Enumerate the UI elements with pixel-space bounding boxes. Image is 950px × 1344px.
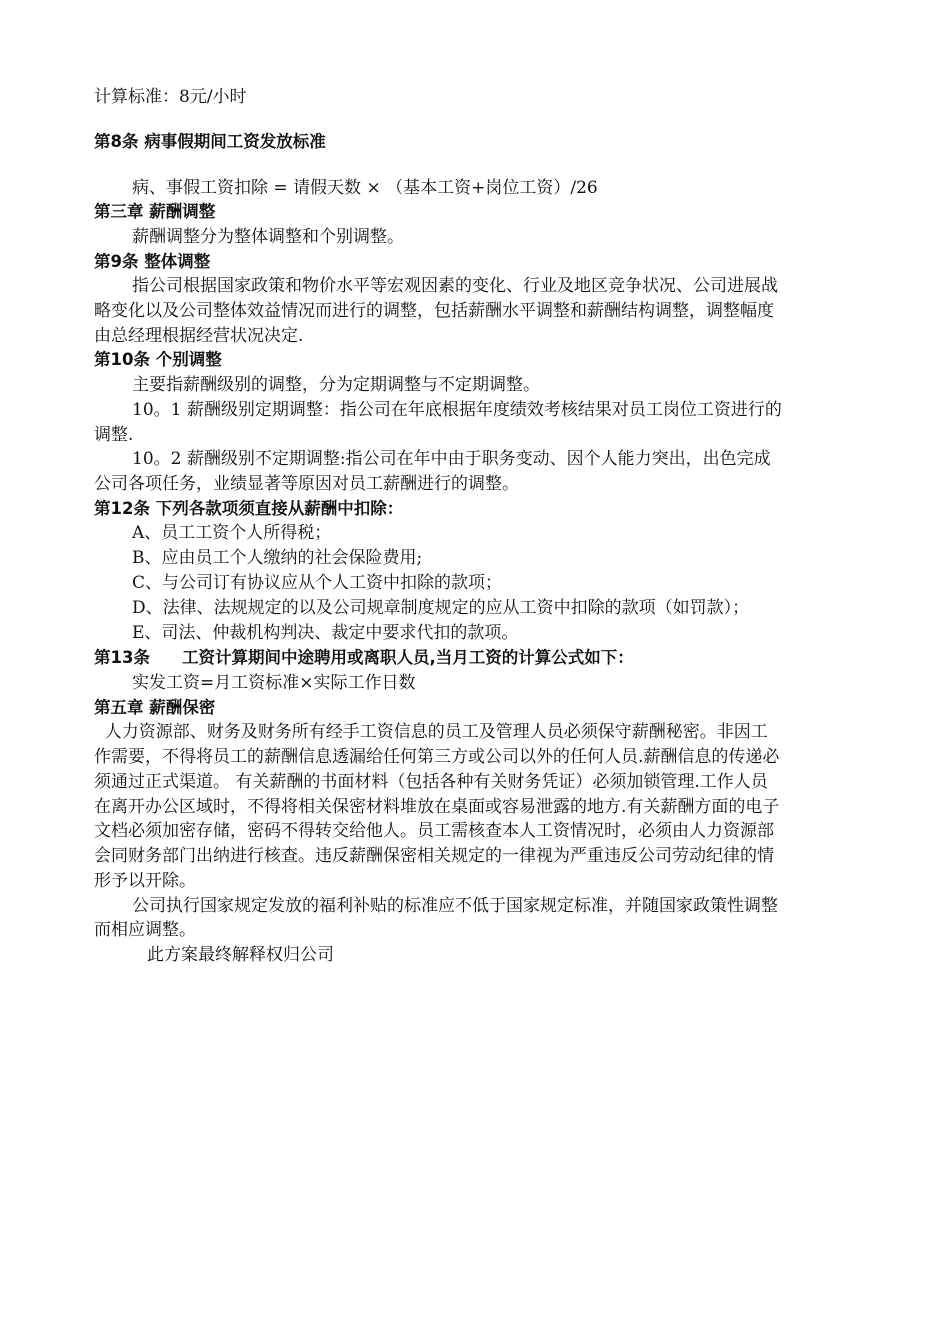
article-9-text-line: 略变化以及公司整体效益情况而进行的调整，包括薪酬水平调整和薪酬结构调整，调整幅度 <box>94 301 774 321</box>
chapter-5-text-line: 在离开办公区域时，不得将相关保密材料堆放在桌面或容易泄露的地方.有关薪酬方面的电子 <box>94 797 780 817</box>
chapter-5-text-line: 形予以开除。 <box>94 871 196 891</box>
chapter-5-text-line: 须通过正式渠道。 有关薪酬的书面材料（包括各种有关财务凭证）必须加锁管理.工作人员 <box>94 772 768 792</box>
article-12-item: E、司法、仲裁机构判决、裁定中要求代扣的款项。 <box>132 623 519 643</box>
article-13-heading <box>94 647 634 669</box>
article-12-item: A、员工工资个人所得税； <box>132 523 332 543</box>
article-10-1-line: 10。1 薪酬级别定期调整：指公司在年底根据年度绩效考核结果对员工岗位工资进行的 <box>132 400 782 420</box>
article-8-formula: 病、事假工资扣除 = 请假天数 × （基本工资+岗位工资）/26 <box>132 178 598 198</box>
article-10-text: 主要指薪酬级别的调整，分为定期调整与不定期调整。 <box>132 375 540 395</box>
article-13-formula: 实发工资=月工资标准×实际工作日数 <box>132 673 416 693</box>
article-12-title: 第12条 下列各款项须直接从薪酬中扣除： <box>94 499 404 518</box>
article-8-title: 第8条 病事假期间工资发放标准 <box>94 132 326 151</box>
article-13-title: 工资计算期间中途聘用或离职人员,当月工资的计算公式如下： <box>181 648 634 667</box>
chapter-3-text: 薪酬调整分为整体调整和个别调整。 <box>132 227 404 247</box>
calc-standard: 计算标准：8元/小时 <box>94 87 247 107</box>
chapter-5-text-line: 会同财务部门出纳进行核查。违反薪酬保密相关规定的一律视为严重违反公司劳动纪律的情 <box>94 846 774 866</box>
article-10-2-line: 公司各项任务，业绩显著等原因对员工薪酬进行的调整。 <box>94 474 519 494</box>
article-10-1-line: 调整. <box>94 425 134 445</box>
article-9-text-line: 由总经理根据经营状况决定. <box>94 326 304 346</box>
article-9-title: 第9条 整体调整 <box>94 252 211 271</box>
chapter-5-text-line: 作需要，不得将员工的薪酬信息透漏给任何第三方或公司以外的任何人员.薪酬信息的传递必 <box>94 747 780 767</box>
article-10-title: 第10条 个别调整 <box>94 350 222 369</box>
article-12-item: B、应由员工个人缴纳的社会保险费用; <box>132 548 423 568</box>
welfare-text-line: 公司执行国家规定发放的福利补贴的标准应不低于国家规定标准，并随国家政策性调整 <box>132 896 778 916</box>
welfare-text-line: 而相应调整。 <box>94 920 196 940</box>
article-12-item: D、法律、法规规定的以及公司规章制度规定的应从工资中扣除的款项（如罚款）； <box>132 598 750 618</box>
chapter-5-title: 第五章 薪酬保密 <box>94 698 216 717</box>
article-9-text-line: 指公司根据国家政策和物价水平等宏观因素的变化、行业及地区竞争状况、公司进展战 <box>132 276 778 296</box>
chapter-3-title: 第三章 薪酬调整 <box>94 202 216 221</box>
chapter-5-text-line: 人力资源部、财务及财务所有经手工资信息的员工及管理人员必须保守薪酬秘密。非因工 <box>94 722 768 742</box>
article-12-item: C、与公司订有协议应从个人工资中扣除的款项； <box>132 573 503 593</box>
article-13-label: 第13条 <box>94 648 150 667</box>
chapter-5-text-line: 文档必须加密存储，密码不得转交给他人。员工需核查本人工资情况时，必须由人力资源部 <box>94 821 774 841</box>
article-10-2-line: 10。2 薪酬级别不定期调整:指公司在年中由于职务变动、因个人能力突出，出色完成 <box>132 449 771 469</box>
final-note: 此方案最终解释权归公司 <box>147 945 334 965</box>
